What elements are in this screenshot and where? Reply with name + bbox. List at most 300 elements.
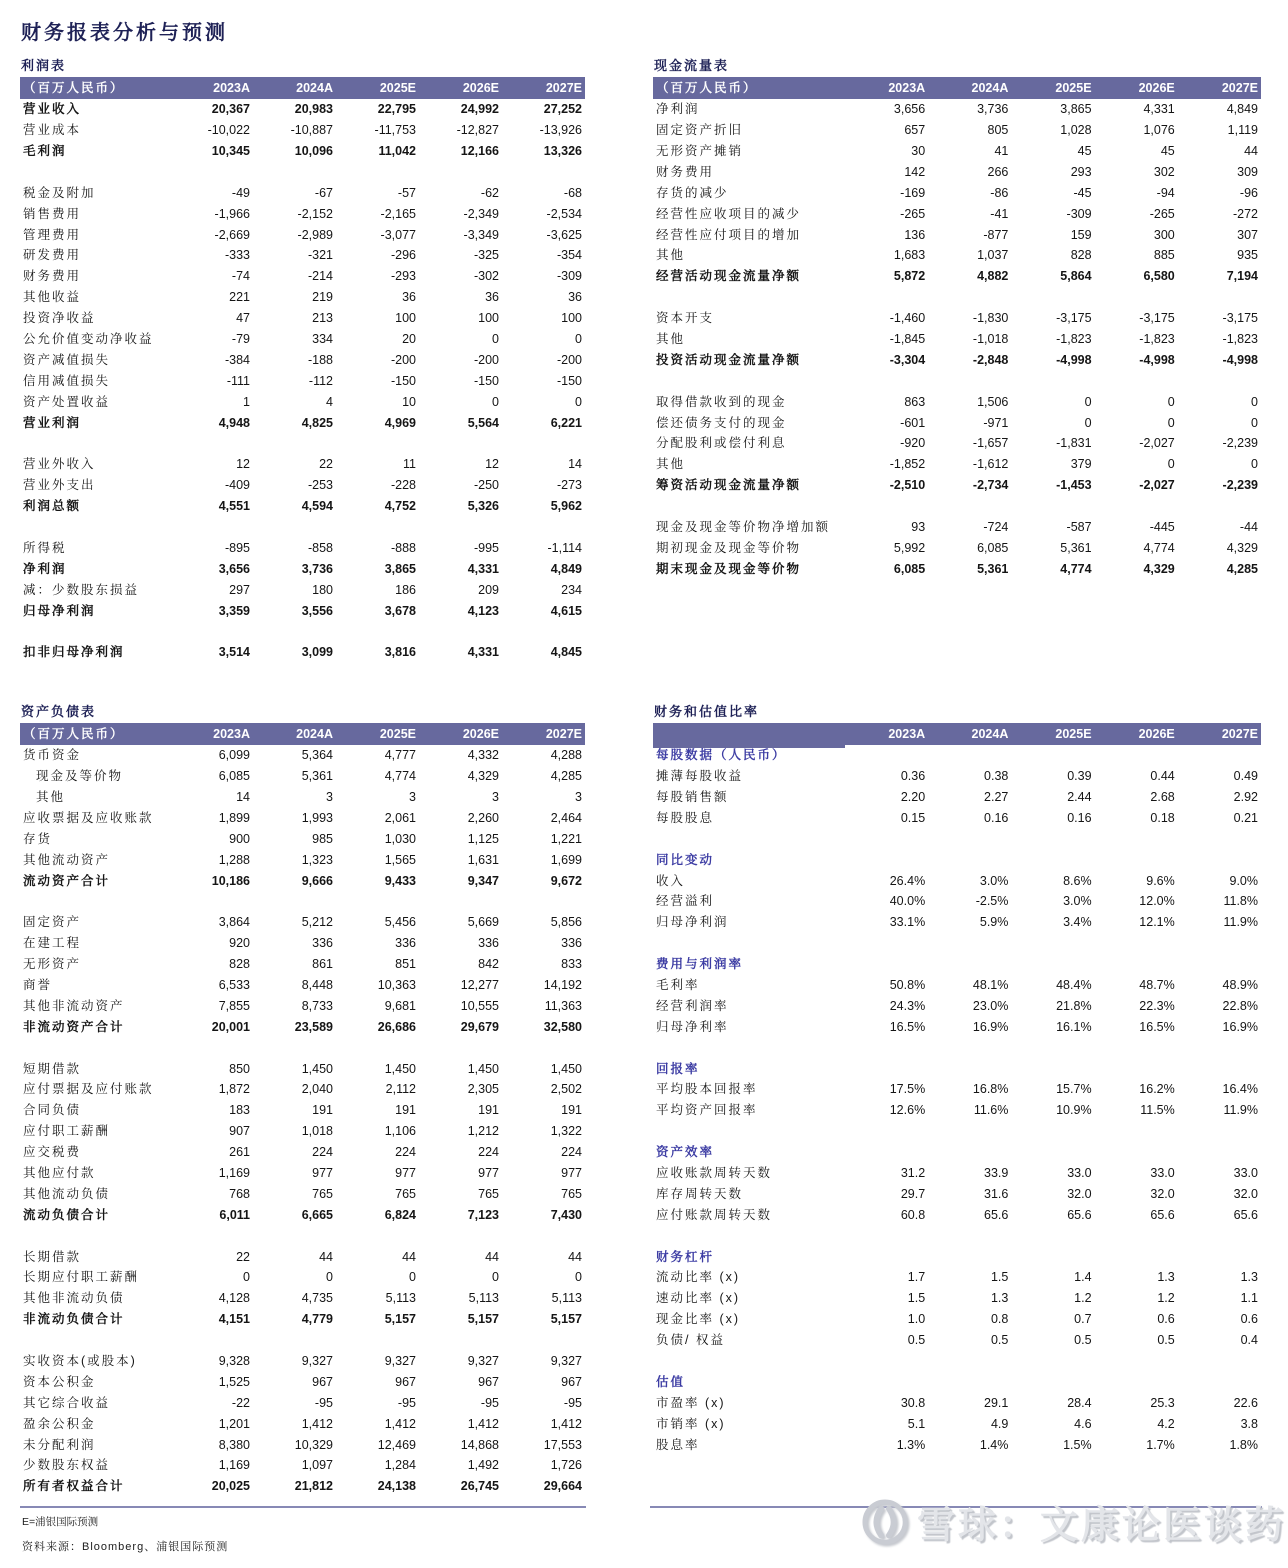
section-header-row: [653, 745, 1261, 766]
spacer-row: [20, 891, 585, 912]
year-column-header: 2026E: [1095, 723, 1178, 745]
cell-value: 224: [478, 1145, 499, 1160]
table-row: [20, 1455, 585, 1476]
cell-value: 967: [561, 1374, 582, 1389]
cell-value: 4,128: [218, 1291, 250, 1306]
row-label: 现金及现金等价物净增加额: [656, 520, 831, 534]
cell-value: 3,099: [301, 645, 333, 660]
row-label: 其他流动负债: [23, 1186, 111, 1201]
cell-value: -3,175: [1139, 311, 1175, 326]
spacer-cell: [653, 1037, 1261, 1058]
table-row: [653, 1288, 1261, 1309]
income-statement-table: [20, 77, 585, 663]
row-label: 归母净利润: [656, 915, 729, 930]
table-row: [653, 308, 1261, 329]
cell-value: 29.7: [900, 1186, 926, 1201]
cell-value: 142: [904, 164, 926, 179]
row-label: 经营活动现金流量净额: [656, 269, 802, 284]
cell-value: 985: [312, 831, 333, 846]
table-row: [653, 538, 1261, 559]
cell-value: 2,464: [550, 810, 582, 825]
table-row: [20, 642, 585, 663]
row-label: 市盈率 (x): [656, 1395, 726, 1410]
cell-value: 967: [312, 1374, 333, 1389]
table-row: [20, 266, 585, 287]
cell-value: 33.0: [1150, 1166, 1175, 1180]
cell-value: 1,872: [218, 1082, 250, 1097]
cell-value: 16.8%: [972, 1082, 1009, 1097]
table-row: [20, 1017, 585, 1038]
row-label: 股息率: [656, 1437, 700, 1452]
cell-value: 5,361: [301, 769, 333, 784]
row-label: 信用减值损失: [23, 373, 111, 388]
row-label: 归母净利润: [23, 603, 96, 618]
cell-value: 1,412: [550, 1416, 582, 1431]
cell-value: 12,166: [460, 143, 499, 158]
cell-value: -4,998: [1139, 352, 1175, 367]
cell-value: 1.4: [1074, 1270, 1092, 1285]
table-row: [20, 787, 585, 808]
row-label: 归母净利率: [656, 1019, 729, 1034]
cell-value: 977: [312, 1166, 333, 1180]
cell-value: 1,631: [467, 852, 499, 867]
cell-value: -309: [1066, 206, 1092, 221]
cell-value: 5,113: [551, 1291, 582, 1306]
row-label: 摊薄每股收益: [656, 769, 744, 784]
cell-value: 967: [478, 1374, 499, 1389]
cell-value: 11,363: [544, 998, 582, 1013]
cell-value: 36: [485, 290, 499, 305]
spacer-row: [653, 371, 1261, 392]
cell-value: 1: [243, 394, 250, 409]
spacer-row: [20, 1330, 585, 1351]
row-label: 毛利润: [23, 143, 67, 158]
cell-value: -409: [224, 478, 250, 493]
cell-value: 22.3%: [1139, 998, 1175, 1013]
cell-value: -250: [473, 478, 499, 493]
row-label: 资产处置收益: [23, 394, 111, 409]
row-label: 财务费用: [656, 164, 715, 179]
cell-value: -57: [397, 185, 416, 200]
cash-flow-section: [653, 55, 1261, 579]
table-row: [653, 1330, 1261, 1351]
table-row: [653, 141, 1261, 162]
cell-value: -2,349: [463, 206, 499, 221]
cell-value: 44: [568, 1249, 582, 1264]
cell-value: 935: [1237, 248, 1258, 263]
spacer-row: [653, 1121, 1261, 1142]
cell-value: 191: [395, 1103, 416, 1118]
cell-value: -1,460: [889, 311, 926, 326]
table-row: [653, 475, 1261, 496]
cell-value: 334: [312, 331, 333, 346]
section-header-label: 财务杠杆: [656, 1249, 715, 1264]
cell-value: 307: [1237, 227, 1258, 242]
cell-value: 0: [575, 394, 582, 409]
cell-value: 1.3: [1157, 1270, 1175, 1285]
table-header-row: [653, 77, 1261, 99]
cell-value: 1,288: [218, 852, 250, 867]
spacer-row: [20, 1037, 585, 1058]
cell-value: 33.0: [1067, 1166, 1092, 1180]
cell-value: -13,926: [539, 123, 582, 138]
cell-value: 7,430: [550, 1207, 582, 1222]
section-header-label: 每股数据（人民币）: [656, 748, 787, 763]
row-label: 取得借款收到的现金: [656, 394, 787, 409]
cell-value: 28.4: [1067, 1395, 1092, 1410]
row-label: 营业外收入: [23, 457, 96, 472]
row-label: 存货的减少: [656, 185, 729, 200]
cell-value: 36: [402, 290, 416, 305]
row-label: 存货: [23, 831, 53, 846]
cell-value: 1,028: [1060, 123, 1092, 138]
row-label: 销售费用: [23, 206, 82, 221]
table-header-row: [20, 723, 585, 745]
cell-value: 0.5: [1157, 1333, 1175, 1348]
cell-value: 5,992: [893, 540, 926, 555]
cell-value: 6,099: [218, 748, 250, 763]
spacer-cell: [20, 621, 585, 642]
cell-value: 30.8: [900, 1395, 926, 1410]
cell-value: 3,736: [301, 561, 333, 576]
cell-value: 2,112: [385, 1082, 416, 1097]
cell-value: -877: [983, 227, 1009, 242]
row-label: 资本开支: [656, 311, 715, 326]
row-label: 负债/ 权益: [656, 1333, 725, 1348]
cell-value: 11: [403, 457, 416, 472]
row-label: 市销率 (x): [656, 1416, 726, 1431]
spacer-cell: [653, 1121, 1261, 1142]
spacer-cell: [653, 1351, 1261, 1372]
row-label: 合同负债: [23, 1103, 82, 1118]
table-row: [20, 99, 585, 120]
cell-value: -995: [473, 540, 499, 555]
cell-value: 5.1: [907, 1416, 926, 1431]
cell-value: -10,022: [207, 123, 250, 138]
cell-value: 26,745: [460, 1479, 499, 1494]
cell-value: 0.16: [984, 810, 1009, 825]
table-row: [20, 538, 585, 559]
cell-value: -2,848: [972, 352, 1009, 367]
row-label: 资产减值损失: [23, 352, 111, 367]
cell-value: 2,061: [384, 810, 416, 825]
cell-value: 9.0%: [1229, 873, 1258, 888]
table-row: [653, 412, 1261, 433]
cell-value: 300: [1153, 227, 1175, 242]
cell-value: 920: [229, 936, 250, 951]
cell-value: 0: [1167, 394, 1175, 409]
table-row: [653, 1309, 1261, 1330]
cell-value: 1.2: [1074, 1291, 1092, 1306]
cell-value: -2,669: [214, 227, 250, 242]
row-label: 分配股利或偿付利息: [656, 436, 787, 451]
cell-value: -95: [397, 1395, 416, 1410]
row-label: 商誉: [23, 977, 53, 992]
table-row: [20, 745, 585, 766]
table-row: [653, 433, 1261, 454]
cell-value: 5,364: [301, 748, 333, 763]
cell-value: 12.0%: [1139, 894, 1175, 909]
cell-value: 20,983: [294, 102, 333, 117]
cell-value: 48.1%: [972, 977, 1009, 992]
table-row: [653, 454, 1261, 475]
cell-value: 9,681: [384, 998, 416, 1013]
cell-value: 266: [987, 164, 1009, 179]
cell-value: 100: [395, 311, 416, 326]
table-row: [653, 162, 1261, 183]
cell-value: 22.6: [1233, 1395, 1258, 1410]
row-label: 固定资产: [23, 915, 82, 930]
cell-value: 0: [1251, 457, 1258, 472]
cell-value: 13,326: [543, 143, 582, 158]
row-label: 减：少数股东损益: [23, 582, 140, 597]
cell-value: -150: [473, 373, 499, 388]
row-label: 应付账款周转天数: [656, 1207, 773, 1222]
spacer-cell: [653, 829, 1261, 850]
table-row: [20, 1288, 585, 1309]
cell-value: 5,212: [301, 915, 333, 930]
cell-value: -3,349: [463, 227, 499, 242]
cell-value: 885: [1153, 248, 1175, 263]
cell-value: 11.9%: [1223, 915, 1258, 930]
cell-value: 0.36: [900, 769, 926, 784]
cell-value: 900: [229, 831, 250, 846]
watermark-text: 雪球：文康论医谈药: [917, 1505, 1287, 1547]
cell-value: 14: [236, 789, 250, 804]
table-row: [653, 120, 1261, 141]
table-row: [20, 329, 585, 350]
cell-value: 16.5%: [889, 1019, 926, 1034]
row-label: 应收票据及应收账款: [23, 810, 154, 825]
cell-value: -2,027: [1139, 436, 1175, 451]
cell-value: -200: [390, 352, 416, 367]
cell-value: 234: [561, 582, 582, 597]
table-row: [20, 849, 585, 870]
cell-value: 0.5: [1074, 1333, 1092, 1348]
cell-value: -1,612: [972, 457, 1009, 472]
cell-value: 1,412: [467, 1416, 499, 1431]
table-row: [20, 203, 585, 224]
row-label: 投资净收益: [23, 311, 96, 326]
spacer-row: [653, 829, 1261, 850]
cell-value: 4,329: [1226, 540, 1258, 555]
cell-value: 261: [229, 1145, 250, 1160]
cell-value: 1,525: [218, 1374, 250, 1389]
cell-value: 14: [568, 457, 582, 472]
table-row: [20, 371, 585, 392]
cell-value: 10.9%: [1056, 1103, 1092, 1118]
cell-value: -445: [1149, 520, 1175, 534]
table-row: [20, 1372, 585, 1393]
cell-value: 21,812: [294, 1479, 333, 1494]
balance-sheet-title: 资产负债表: [21, 704, 97, 719]
table-row: [20, 1184, 585, 1205]
cell-value: 3,656: [893, 102, 926, 117]
cell-value: 1,450: [384, 1061, 416, 1076]
cell-value: 9,672: [550, 873, 582, 888]
cell-value: 1,993: [301, 810, 333, 825]
cell-value: 24,992: [460, 102, 499, 117]
spacer-cell: [653, 371, 1261, 392]
cell-value: 4,825: [301, 415, 333, 430]
spacer-row: [20, 621, 585, 642]
cell-value: 4,332: [467, 748, 499, 763]
cell-value: -3,077: [380, 227, 416, 242]
cell-value: 10,096: [294, 143, 333, 158]
cell-value: 0.15: [900, 810, 926, 825]
table-row: [20, 475, 585, 496]
cell-value: -3,175: [1056, 311, 1092, 326]
balance-sheet-table: [20, 723, 585, 1497]
xueqiu-logo-icon: [862, 1499, 908, 1545]
cell-value: 33.9: [984, 1166, 1009, 1180]
row-label: 平均资产回报率: [656, 1103, 758, 1118]
row-label: 固定资产折旧: [656, 123, 744, 138]
row-label: 所得税: [23, 540, 67, 555]
cell-value: 1,169: [218, 1458, 250, 1473]
cell-value: -2,165: [380, 206, 416, 221]
cell-value: 209: [478, 582, 499, 597]
row-label: 应付职工薪酬: [23, 1124, 111, 1139]
cell-value: 1,412: [384, 1416, 416, 1431]
cell-value: -354: [556, 248, 582, 263]
cell-value: 5,856: [550, 915, 582, 930]
cell-value: 4,331: [467, 645, 499, 660]
row-label: 期初现金及现金等价物: [656, 540, 802, 555]
cell-value: -333: [224, 248, 250, 263]
row-label: 经营利润率: [656, 998, 729, 1013]
cell-value: 2.92: [1233, 789, 1258, 804]
cell-value: 10,555: [460, 998, 499, 1013]
section-header-row: [653, 1142, 1261, 1163]
spacer-row: [20, 162, 585, 183]
cell-value: 3,556: [301, 603, 333, 618]
cell-value: 2,040: [301, 1082, 333, 1097]
cell-value: 4,849: [550, 561, 582, 576]
cell-value: -111: [226, 373, 250, 388]
cell-value: -971: [983, 415, 1009, 430]
cell-value: 1.3: [1240, 1270, 1258, 1285]
cell-value: 0.5: [990, 1333, 1009, 1348]
cell-value: 851: [395, 957, 416, 972]
cell-value: -2,239: [1222, 478, 1258, 493]
ratios-table: [653, 723, 1261, 1455]
income-statement-section: [20, 55, 585, 663]
cell-value: 26,686: [377, 1019, 416, 1034]
cell-value: 32.0: [1150, 1186, 1175, 1201]
cell-value: 3: [492, 789, 499, 804]
cell-value: 1,221: [550, 831, 582, 846]
cell-value: 4,735: [301, 1291, 333, 1306]
row-label: 速动比率 (x): [656, 1291, 741, 1306]
cell-value: 27,252: [543, 102, 582, 117]
cell-value: 1.3%: [896, 1437, 926, 1452]
table-row: [20, 1267, 585, 1288]
cell-value: 4,777: [384, 748, 416, 763]
cell-value: 977: [478, 1166, 499, 1180]
table-row: [20, 1121, 585, 1142]
row-label: 其他: [656, 457, 686, 472]
cell-value: -94: [1156, 185, 1175, 200]
cell-value: 1.2: [1157, 1291, 1175, 1306]
table-row: [20, 829, 585, 850]
cell-value: 17.5%: [889, 1082, 926, 1097]
cell-value: 4,774: [384, 769, 416, 784]
cell-value: 0: [1251, 415, 1258, 430]
cell-value: 3: [575, 789, 582, 804]
cell-value: 5.9%: [979, 915, 1009, 930]
row-label: 其他: [36, 789, 66, 804]
cell-value: 180: [312, 582, 333, 597]
cell-value: 5,872: [893, 269, 926, 284]
cell-value: 65.6: [1067, 1207, 1092, 1222]
table-row: [653, 1079, 1261, 1100]
cell-value: 12.1%: [1139, 915, 1175, 930]
table-row: [653, 224, 1261, 245]
cell-value: -309: [556, 269, 582, 284]
cell-value: 24.3%: [889, 998, 926, 1013]
cell-value: 0: [575, 331, 582, 346]
cell-value: 16.4%: [1222, 1082, 1258, 1097]
cell-value: 44: [319, 1249, 333, 1264]
row-label: 应交税费: [23, 1145, 82, 1160]
cell-value: 30: [911, 143, 926, 158]
table-row: [653, 975, 1261, 996]
cell-value: 1,037: [977, 248, 1009, 263]
table-row: [20, 1100, 585, 1121]
row-label: 管理费用: [23, 227, 82, 242]
row-label: 营业收入: [23, 102, 82, 117]
cell-value: 3,514: [218, 645, 250, 660]
cell-value: 44: [402, 1249, 416, 1264]
cell-value: 6,824: [384, 1207, 416, 1222]
section-header-label: 资产效率: [656, 1145, 715, 1160]
row-label: 公允价值变动净收益: [23, 331, 154, 346]
cell-value: 48.7%: [1139, 977, 1175, 992]
cell-value: -22: [231, 1395, 250, 1410]
cell-value: -67: [314, 185, 333, 200]
income-statement-title: 利润表: [21, 58, 67, 73]
cell-value: 16.9%: [972, 1019, 1009, 1034]
unit-label: （百万人民币）: [20, 723, 170, 745]
cell-value: 65.6: [984, 1207, 1009, 1222]
cell-value: 22,795: [377, 102, 416, 117]
cell-value: 16.1%: [1056, 1019, 1092, 1034]
table-row: [20, 120, 585, 141]
cell-value: -858: [307, 540, 333, 555]
cell-value: 0.16: [1067, 810, 1092, 825]
cell-value: 0: [1167, 415, 1175, 430]
cell-value: 379: [1070, 457, 1092, 472]
cell-value: 0: [326, 1270, 333, 1285]
cell-value: 1,201: [218, 1416, 250, 1431]
cell-value: -1,657: [972, 436, 1009, 451]
watermark: [862, 1494, 1286, 1549]
cell-value: 850: [229, 1061, 250, 1076]
cell-value: 0.18: [1150, 810, 1175, 825]
unit-label: [653, 723, 845, 745]
cell-value: 1,699: [550, 852, 582, 867]
cell-value: -74: [231, 269, 250, 284]
cell-value: -95: [314, 1395, 333, 1410]
cell-value: -4,998: [1222, 352, 1258, 367]
cell-value: 3,865: [384, 561, 416, 576]
table-row: [20, 1246, 585, 1267]
year-column-header: 2023A: [170, 723, 253, 745]
cell-value: -587: [1066, 520, 1092, 534]
cell-value: 0.8: [990, 1312, 1009, 1327]
cell-value: -253: [307, 478, 333, 493]
